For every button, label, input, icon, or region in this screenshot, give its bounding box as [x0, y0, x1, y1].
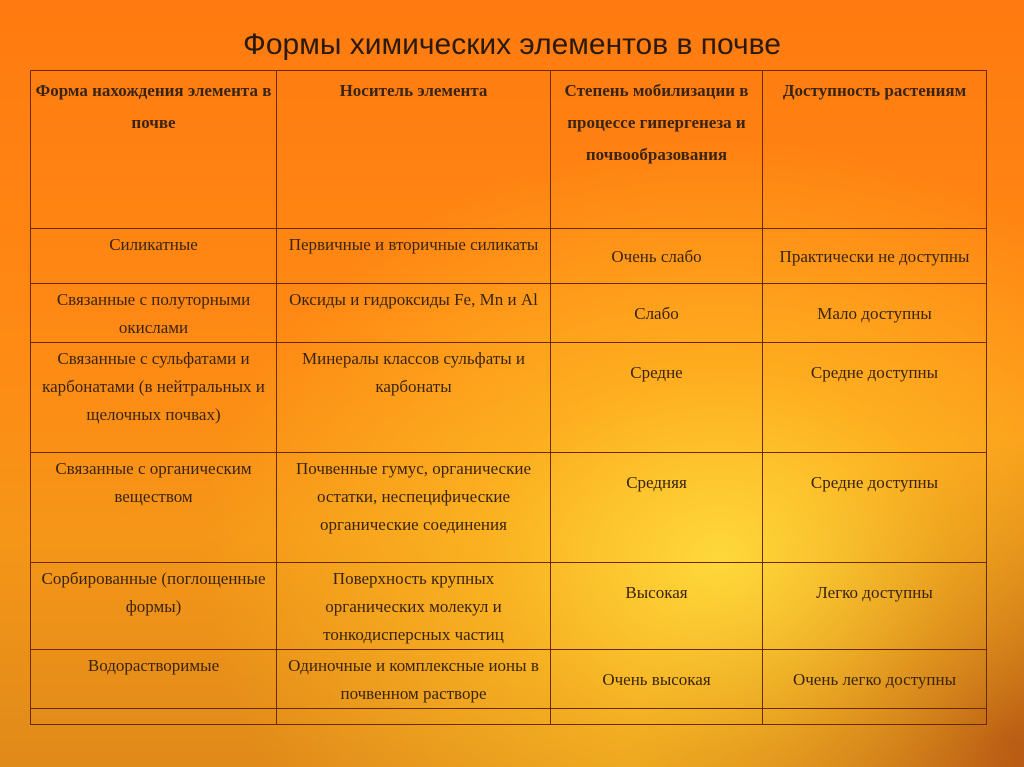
empty-cell: [551, 709, 763, 725]
table-row: [31, 343, 987, 453]
soil-elements-table: [30, 70, 987, 725]
cell-availability: Средне доступны: [763, 343, 987, 453]
cell-availability: Практически не доступны: [763, 229, 987, 284]
cell-mobilization: Очень высокая: [551, 650, 763, 709]
cell-form: Связанные с органическим веществом: [31, 453, 277, 563]
empty-cell: [763, 709, 987, 725]
empty-cell: [31, 709, 277, 725]
cell-carrier: Минералы классов сульфаты и карбонаты: [277, 343, 551, 453]
cell-form: Сорбированные (поглощенные формы): [31, 563, 277, 650]
cell-mobilization: Средне: [551, 343, 763, 453]
cell-mobilization: Слабо: [551, 284, 763, 343]
header-carrier: Носитель элемента: [277, 71, 551, 229]
cell-mobilization: Высокая: [551, 563, 763, 650]
table-row: [31, 563, 987, 650]
cell-availability: Легко доступны: [763, 563, 987, 650]
cell-carrier: Почвенные гумус, органические остатки, неспецифические органические соединения: [277, 453, 551, 563]
table-row: [31, 650, 987, 709]
header-form: Форма нахождения элемента в почве: [31, 71, 277, 229]
cell-carrier: Одиночные и комплексные ионы в почвенном растворе: [277, 650, 551, 709]
cell-mobilization: Очень слабо: [551, 229, 763, 284]
slide-title: Формы химических элементов в почве: [243, 28, 781, 61]
cell-availability: Средне доступны: [763, 453, 987, 563]
header-availability: Доступность растениям: [763, 71, 987, 229]
header-mobilization: Степень мобилизации в процессе гипергенеза и почвообразования: [551, 71, 763, 229]
cell-availability: Очень легко доступны: [763, 650, 987, 709]
cell-form: Связанные с полуторными окислами: [31, 284, 277, 343]
cell-carrier: Оксиды и гидроксиды Fe, Mn и Al: [277, 284, 551, 343]
cell-form: Силикатные: [31, 229, 277, 284]
cell-carrier: Первичные и вторичные силикаты: [277, 229, 551, 284]
empty-cell: [277, 709, 551, 725]
cell-form: Связанные с сульфатами и карбонатами (в нейтральных и щелочных почвах): [31, 343, 277, 453]
table-row: [31, 229, 987, 284]
cell-availability: Мало доступны: [763, 284, 987, 343]
cell-form: Водорастворимые: [31, 650, 277, 709]
table-row: [31, 453, 987, 563]
table-row: [31, 284, 987, 343]
header-row: [31, 71, 987, 229]
cell-carrier: Поверхность крупных органических молекул и тонкодисперсных частиц: [277, 563, 551, 650]
empty-row: [31, 709, 987, 725]
cell-mobilization: Средняя: [551, 453, 763, 563]
